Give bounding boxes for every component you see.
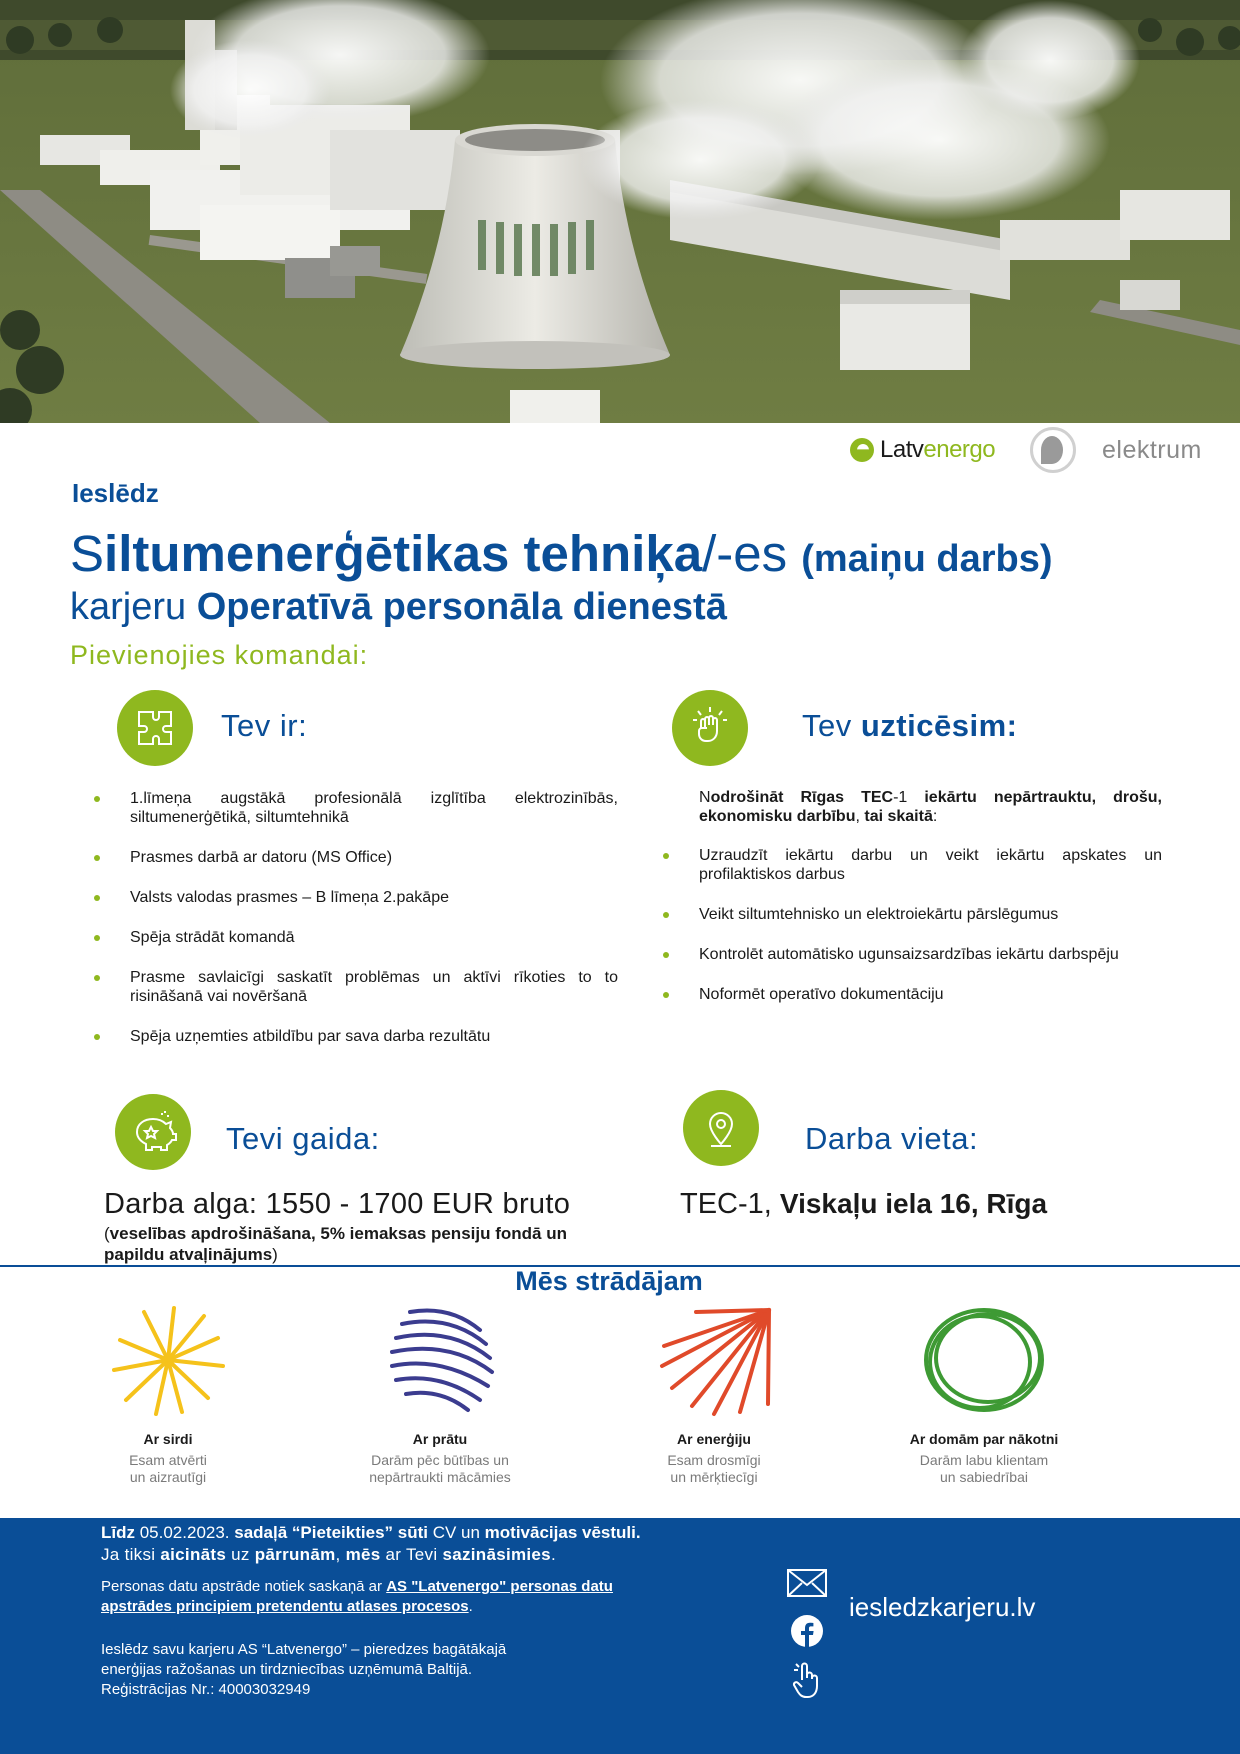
duties-intro: Nodrošināt Rīgas TEC-1 iekārtu nepārtrauktu, drošu, ekonomisku darbību, tai skaitā: bbox=[699, 789, 1162, 825]
list-item: Prasmes darbā ar datoru (MS Office) bbox=[130, 848, 618, 867]
list-item: Spēja uzņemties atbildību par sava darba rezultātu bbox=[130, 1027, 618, 1046]
values-heading: Mēs strādājam bbox=[515, 1266, 703, 1296]
value-title: Ar sirdi bbox=[143, 1431, 193, 1447]
benefits-note: (veselības apdrošināšana, 5% iemaksas pensiju fondā un papildu atvaļinājums) bbox=[104, 1224, 567, 1264]
website-link[interactable]: iesledzkarjeru.lv bbox=[849, 1592, 1036, 1622]
puzzle-icon bbox=[117, 690, 193, 766]
value-desc-line2: un sabiedrībai bbox=[940, 1469, 1028, 1485]
value-energy bbox=[584, 1300, 844, 1486]
pointing-hand-icon[interactable] bbox=[792, 1660, 822, 1705]
eyebrow-heading: Ieslēdz bbox=[72, 478, 159, 508]
privacy-note: Personas datu apstrāde notiek saskaņā ar AS "Latvenergo" personas datu apstrādes principiem pretendentu atlases procesos. bbox=[101, 1578, 613, 1615]
list-item: Prasme savlaicīgi saskatīt problēmas un aktīvi rīkoties to to risināšanā vai novēršanā bbox=[130, 969, 618, 1005]
job-subtitle: karjeru Operatīvā personāla dienestā bbox=[70, 586, 727, 628]
elektrum-logo-icon bbox=[1030, 427, 1076, 473]
duties-list bbox=[699, 846, 1162, 1025]
value-desc-line2: un aizrautīgi bbox=[129, 1469, 207, 1485]
contact-text: Ja tiksi aicināts uz pārrunām, mēs ar Tevi sazināsimies. bbox=[101, 1545, 556, 1564]
list-item: Spēja strādāt komandā bbox=[130, 928, 618, 947]
workplace-address: TEC-1, Viskaļu iela 16, Rīga bbox=[680, 1188, 1048, 1220]
value-desc-line2: un mērķtiecīgi bbox=[670, 1469, 758, 1485]
mail-icon[interactable] bbox=[787, 1568, 827, 1603]
rays-icon bbox=[644, 1300, 784, 1420]
elektrum-logo bbox=[1030, 426, 1202, 474]
list-item: Kontrolēt automātisko ugunsaizsardzības iekārtu darbspēju bbox=[699, 945, 1162, 964]
value-mind bbox=[310, 1300, 570, 1486]
job-title: Siltumenerģētikas tehniķa/-es (maiņu darbs) bbox=[70, 525, 1053, 582]
value-desc-line2: nepārtraukti mācāmies bbox=[369, 1469, 511, 1485]
list-item: Veikt siltumtehnisko un elektroiekārtu pārslēgumus bbox=[699, 905, 1162, 924]
value-title: Ar enerģiju bbox=[677, 1431, 751, 1447]
elektrum-logo-text: elektrum bbox=[1102, 435, 1202, 464]
requirements-list bbox=[130, 789, 618, 1067]
we-trust-heading: Tev uzticēsim: bbox=[802, 708, 1018, 743]
value-desc-line1: Darām labu klientam bbox=[919, 1452, 1049, 1468]
value-title: Ar domām par nākotni bbox=[909, 1431, 1059, 1447]
apply-deadline-text: Līdz 05.02.2023. sadaļā “Pieteikties” sūti CV un motivācijas vēstuli. bbox=[101, 1523, 641, 1542]
hero-power-plant-photo bbox=[0, 0, 1240, 423]
latvenergo-logo bbox=[850, 432, 995, 468]
value-desc-line1: Esam atvērti bbox=[129, 1452, 207, 1468]
list-item: Noformēt operatīvo dokumentāciju bbox=[699, 985, 1162, 1004]
value-heart bbox=[38, 1300, 298, 1486]
latvenergo-logo-text: Latvenergo bbox=[880, 436, 996, 463]
list-item: Uzraudzīt iekārtu darbu un veikt iekārtu apskates un profilaktiskos darbus bbox=[699, 847, 1162, 883]
value-title: Ar prātu bbox=[412, 1431, 468, 1447]
join-team-label: Pievienojies komandai: bbox=[70, 640, 369, 670]
facebook-icon[interactable] bbox=[791, 1615, 823, 1652]
list-item: 1.līmeņa augstākā profesionālā izglītība elektrozinībās, siltumenerģētikā, siltumtehnikā bbox=[130, 790, 618, 826]
company-about: Ieslēdz savu karjeru AS “Latvenergo” – pieredzes bagātākajā enerģijas ražošanas un tirdzniecības uzņēmumā Baltijā. Reģistrācijas Nr.: 40003032949 bbox=[101, 1641, 507, 1698]
list-item: Valsts valodas prasmes – B līmeņa 2.pakāpe bbox=[130, 888, 618, 907]
awaits-heading: Tevi gaida: bbox=[226, 1121, 380, 1156]
value-desc-line1: Esam drosmīgi bbox=[667, 1452, 761, 1468]
raised-fist-icon bbox=[672, 690, 748, 766]
rings-icon bbox=[914, 1300, 1054, 1420]
latvenergo-logo-icon bbox=[850, 438, 874, 462]
waves-icon bbox=[370, 1300, 510, 1420]
piggy-bank-icon bbox=[115, 1094, 191, 1170]
workplace-heading: Darba vieta: bbox=[805, 1121, 979, 1156]
privacy-policy-link[interactable]: AS "Latvenergo" personas datu apstrādes principiem pretendentu atlases procesos bbox=[101, 1578, 613, 1615]
location-pin-icon bbox=[683, 1090, 759, 1166]
value-future bbox=[854, 1300, 1114, 1486]
salary-text: Darba alga: 1550 - 1700 EUR bruto bbox=[104, 1188, 571, 1220]
you-have-heading: Tev ir: bbox=[221, 708, 308, 743]
starburst-icon bbox=[98, 1300, 238, 1420]
value-desc-line1: Darām pēc būtības un bbox=[371, 1452, 509, 1468]
